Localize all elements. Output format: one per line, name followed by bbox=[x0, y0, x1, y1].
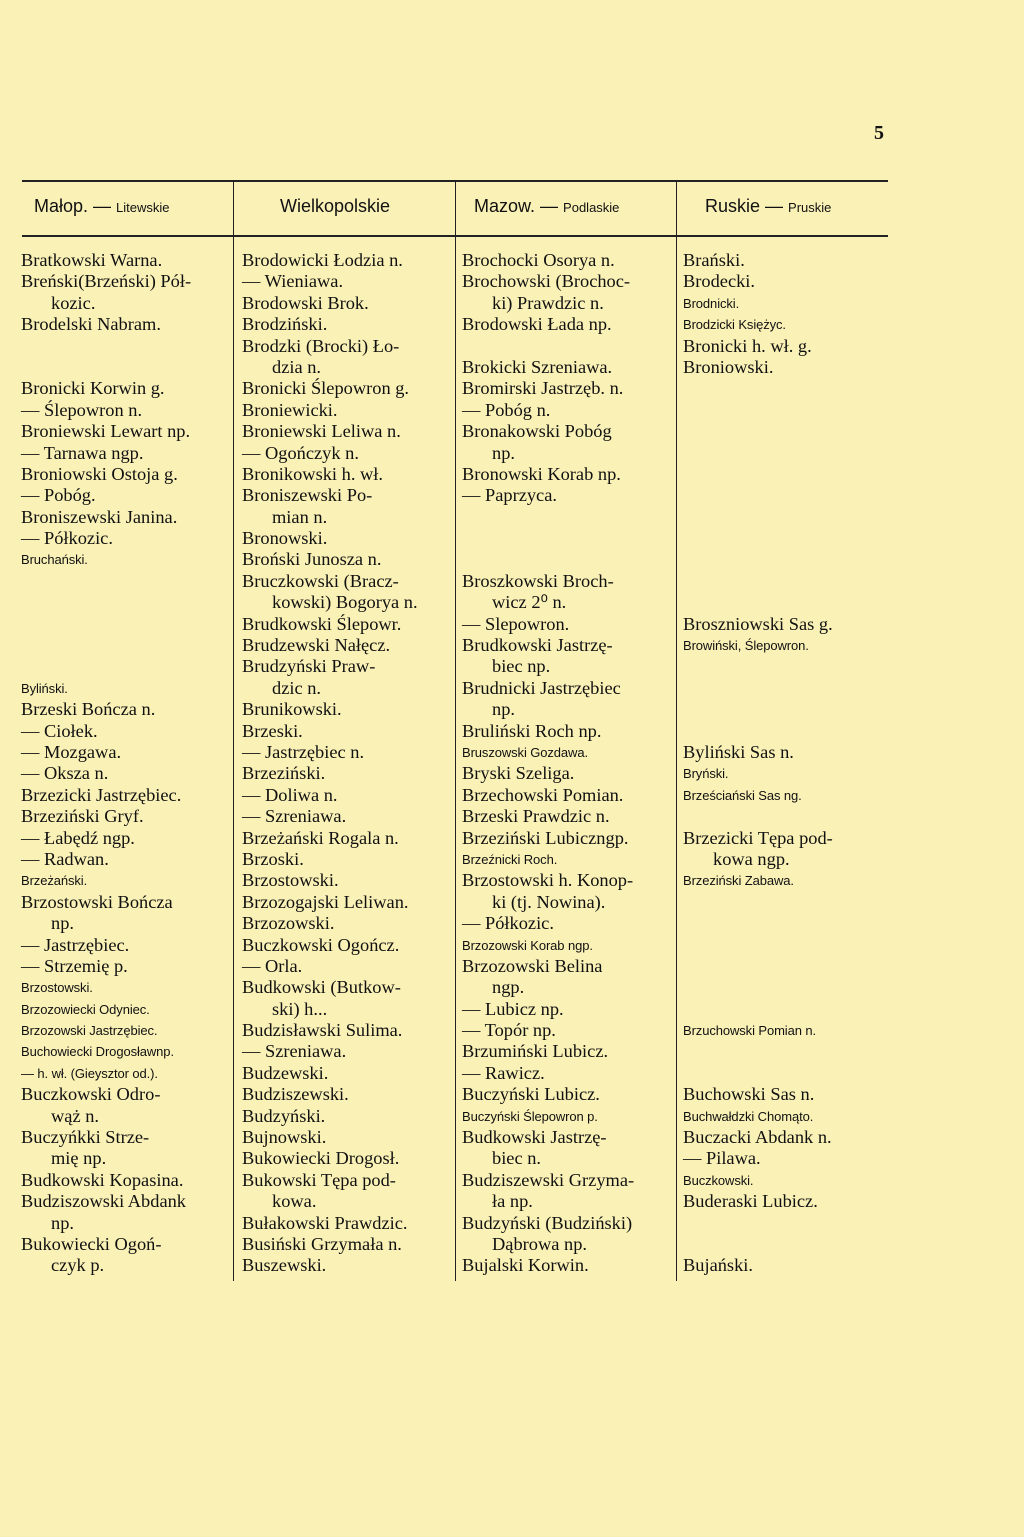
entry: — Slepowron. bbox=[462, 613, 570, 634]
entry: Brodnicki. bbox=[683, 295, 740, 311]
entry: Budziszewski Grzyma- bbox=[462, 1169, 635, 1190]
entry: np. bbox=[51, 913, 74, 934]
entry: ski) h... bbox=[272, 998, 328, 1019]
entry: Brzeziński Zabawa. bbox=[683, 873, 794, 889]
entry: Brzeżański Rogala n. bbox=[242, 827, 399, 848]
entry: Buczkowski. bbox=[683, 1172, 754, 1188]
entry: ki (tj. Nowina). bbox=[492, 891, 606, 912]
entry: ła np. bbox=[492, 1191, 533, 1212]
column-header-mazow: Mazow. — Podlaskie bbox=[474, 196, 620, 216]
entry: kowa. bbox=[272, 1191, 317, 1212]
entry: Brudzewski Nałęcz. bbox=[242, 635, 391, 656]
entry: np. bbox=[492, 442, 515, 463]
entry: — Pilawa. bbox=[683, 1148, 761, 1169]
entry: Budziszowski Abdank bbox=[21, 1191, 186, 1212]
column-header-main: Mazow. bbox=[474, 196, 536, 216]
entry: Broniowski. bbox=[683, 356, 774, 377]
entry: Brzeski Bończa n. bbox=[21, 699, 156, 720]
entry: Broniewicki. bbox=[242, 399, 338, 420]
entry: Bruszowski Gozdawa. bbox=[462, 744, 588, 760]
entry: — Strzemię p. bbox=[21, 955, 128, 976]
entry: Budzyński (Budziński) bbox=[462, 1212, 633, 1233]
column-divider-1 bbox=[233, 181, 234, 1281]
entry: Budkowski Kopasina. bbox=[21, 1169, 184, 1190]
entry: Brodowicki Łodzia n. bbox=[242, 250, 403, 270]
entry: — Lubicz np. bbox=[462, 998, 564, 1019]
entry: Bronicki Korwin g. bbox=[21, 378, 165, 399]
entry: Bronicki Ślepowron g. bbox=[242, 378, 410, 399]
entry-gap bbox=[21, 357, 231, 378]
entry-gap bbox=[21, 592, 231, 613]
entry: Brzechowski Pomian. bbox=[462, 784, 624, 805]
entry-gap bbox=[683, 656, 887, 677]
entry: Buczkowski Ogończ. bbox=[242, 934, 400, 955]
column-header-sub: Litewskie bbox=[116, 200, 170, 215]
entry: Bronowski Korab np. bbox=[462, 463, 621, 484]
entry: Buczyńkki Strze- bbox=[21, 1127, 150, 1148]
entry: Bułakowski Prawdzic. bbox=[242, 1212, 408, 1233]
entry: Broniowski Ostoja g. bbox=[21, 463, 178, 484]
entry-gap bbox=[683, 528, 887, 549]
entry: wicz 2⁰ n. bbox=[492, 592, 567, 613]
entry: Buderaski Lubicz. bbox=[683, 1191, 818, 1212]
entry: Brudkowski Jastrzę- bbox=[462, 635, 613, 656]
column-malop bbox=[21, 250, 231, 1277]
entry: — Jastrzębiec. bbox=[21, 934, 130, 955]
entry: Brzoski. bbox=[242, 848, 304, 869]
entry: — Szreniawa. bbox=[242, 806, 347, 827]
entry: kozic. bbox=[51, 292, 96, 313]
column-ruskie bbox=[683, 250, 887, 1277]
entry-gap bbox=[462, 507, 674, 528]
entry: Brzeski. bbox=[242, 720, 303, 741]
entry: — Półkozic. bbox=[21, 528, 113, 549]
entry-gap bbox=[683, 935, 887, 956]
entry: Byliński Sas n. bbox=[683, 741, 794, 762]
entry-gap bbox=[462, 549, 674, 570]
entry: Brzezicki Jastrzębiec. bbox=[21, 784, 182, 805]
entry: Buchowiecki Drogosławnp. bbox=[21, 1044, 174, 1060]
entry: wąż n. bbox=[51, 1105, 99, 1126]
entry: biec n. bbox=[492, 1148, 542, 1169]
entry-gap bbox=[462, 528, 674, 549]
entry: Brzeziński Lubiczngp. bbox=[462, 827, 629, 848]
entry: — Jastrzębiec n. bbox=[242, 741, 365, 762]
entry-gap bbox=[683, 1063, 887, 1084]
entry: np. bbox=[492, 699, 515, 720]
entry: Brochocki Osorya n. bbox=[462, 250, 615, 270]
entry: Browiński, Ślepowron. bbox=[683, 638, 809, 654]
entry: Brzuchowski Pomian n. bbox=[683, 1023, 817, 1039]
page-number: 5 bbox=[874, 122, 884, 144]
entry: biec np. bbox=[492, 656, 551, 677]
entry: Byliński. bbox=[21, 680, 68, 696]
entry: Buczacki Abdank n. bbox=[683, 1127, 832, 1148]
entry: Buszewski. bbox=[242, 1255, 327, 1276]
entry: — Pobóg n. bbox=[462, 399, 551, 420]
entry: — Topór np. bbox=[462, 1020, 556, 1041]
entry: Buczyński Ślepowron p. bbox=[462, 1108, 598, 1124]
entry: Buchwałdzki Chomąto. bbox=[683, 1108, 814, 1124]
entry: Brzostowski Bończa bbox=[21, 891, 173, 912]
column-header-main: Małop. bbox=[34, 196, 89, 216]
entry: ngp. bbox=[492, 977, 525, 998]
entry: — Ciołek. bbox=[21, 720, 98, 741]
entry: Budkowski Jastrzę- bbox=[462, 1127, 607, 1148]
entry: — Radwan. bbox=[21, 848, 109, 869]
entry-gap bbox=[683, 1234, 887, 1255]
entry: Brunikowski. bbox=[242, 699, 342, 720]
entry: Brześciański Sas ng. bbox=[683, 787, 802, 803]
entry: Bronakowski Pobóg bbox=[462, 421, 612, 442]
entry-gap bbox=[462, 336, 674, 357]
entry: Budzisławski Sulima. bbox=[242, 1020, 403, 1041]
entry: kowa ngp. bbox=[713, 848, 790, 869]
column-header-sub: Podlaskie bbox=[563, 200, 620, 215]
entry: np. bbox=[51, 1212, 74, 1233]
entry: — Ogończyk n. bbox=[242, 442, 359, 463]
entry: czyk p. bbox=[51, 1255, 105, 1276]
entry-gap bbox=[21, 336, 231, 357]
entry-gap bbox=[683, 892, 887, 913]
entry: Brodziński. bbox=[242, 314, 328, 335]
entry: Brodowski Łada np. bbox=[462, 314, 612, 335]
entry: Brodzki (Brocki) Ło- bbox=[242, 335, 400, 356]
column-divider-3 bbox=[676, 181, 677, 1281]
entry: Bujalski Korwin. bbox=[462, 1255, 589, 1276]
entry: dzic n. bbox=[272, 677, 322, 698]
column-header-main: Wielkopolskie bbox=[280, 196, 391, 216]
entry: Breński(Brzeński) Pół- bbox=[21, 271, 192, 292]
entry: — Ślepowron n. bbox=[21, 399, 143, 420]
entry: Brzezicki Tępa pod- bbox=[683, 827, 833, 848]
entry-gap bbox=[683, 592, 887, 613]
entry-gap bbox=[683, 1041, 887, 1062]
entry: — Oksza n. bbox=[21, 763, 109, 784]
entry: Brzozogajski Leliwan. bbox=[242, 891, 409, 912]
entry-gap bbox=[683, 421, 887, 442]
entry-gap bbox=[683, 806, 887, 827]
entry-gap bbox=[683, 913, 887, 934]
column-mazow bbox=[462, 250, 674, 1277]
entry-gap bbox=[21, 614, 231, 635]
entry: Brodowski Brok. bbox=[242, 292, 369, 313]
column-header-main: Ruskie bbox=[705, 196, 761, 216]
entry-gap bbox=[683, 507, 887, 528]
entry: Brzozowski Korab ngp. bbox=[462, 937, 593, 953]
entry: Bukowiecki Drogosł. bbox=[242, 1148, 400, 1169]
entry: Broszniowski Sas g. bbox=[683, 613, 833, 634]
entry-gap bbox=[683, 678, 887, 699]
entry: — Paprzyca. bbox=[462, 485, 557, 506]
entry: Brzeski Prawdzic n. bbox=[462, 806, 610, 827]
entry: Broński Junosza n. bbox=[242, 549, 382, 570]
entry-gap bbox=[683, 699, 887, 720]
entry: Brzeżański. bbox=[21, 873, 88, 889]
entry: Bruczkowski (Bracz- bbox=[242, 570, 399, 591]
entry: Brzozowski Belina bbox=[462, 955, 603, 976]
entry: Brzostowski. bbox=[242, 870, 339, 891]
entry: — h. wł. (Gieysztor od.). bbox=[21, 1065, 158, 1081]
entry: Brudnicki Jastrzębiec bbox=[462, 677, 621, 698]
entry: — Półkozic. bbox=[462, 913, 554, 934]
entry: Dąbrowa np. bbox=[492, 1233, 587, 1254]
entry: Brochowski (Brochoc- bbox=[462, 271, 631, 292]
entry: Brokicki Szreniawa. bbox=[462, 356, 613, 377]
entry: Budziszewski. bbox=[242, 1084, 349, 1105]
entry: Bukowski Tępa pod- bbox=[242, 1169, 396, 1190]
entry-gap bbox=[683, 464, 887, 485]
entry: Buczyński Lubicz. bbox=[462, 1084, 600, 1105]
entry: Broszkowski Broch- bbox=[462, 570, 614, 591]
entry: — Pobóg. bbox=[21, 485, 96, 506]
entry: Broniewski Leliwa n. bbox=[242, 421, 401, 442]
entry-gap bbox=[683, 378, 887, 399]
entry: Buchowski Sas n. bbox=[683, 1084, 815, 1105]
entry: Brodecki. bbox=[683, 271, 756, 292]
entry: Bujański. bbox=[683, 1255, 753, 1276]
entry: — Doliwa n. bbox=[242, 784, 338, 805]
entry-gap bbox=[21, 635, 231, 656]
entry: dzia n. bbox=[272, 356, 322, 377]
entry: Broniszewski Po- bbox=[242, 485, 373, 506]
entry: Budzyński. bbox=[242, 1105, 326, 1126]
entry: — Mozgawa. bbox=[21, 741, 122, 762]
entry: Broniszewski Janina. bbox=[21, 506, 178, 527]
column-header-sub: Pruskie bbox=[788, 200, 832, 215]
entry: Bruliński Roch np. bbox=[462, 720, 602, 741]
entry: Brzostowski. bbox=[21, 980, 93, 996]
entry: Bujnowski. bbox=[242, 1127, 327, 1148]
entry: Brudzyński Praw- bbox=[242, 656, 376, 677]
entry: Brodzicki Księżyc. bbox=[683, 317, 786, 333]
entry: Brzeźnicki Roch. bbox=[462, 851, 558, 867]
entry: — Wieniawa. bbox=[242, 271, 344, 292]
entry: Bryński. bbox=[683, 766, 729, 782]
entry: Brzeziński Gryf. bbox=[21, 806, 144, 827]
entry: Bronowski. bbox=[242, 528, 328, 549]
entry: Bukowiecki Ogoń- bbox=[21, 1233, 162, 1254]
entry: kowski) Bogorya n. bbox=[272, 592, 418, 613]
entry: — Łabędź ngp. bbox=[21, 827, 135, 848]
entry-gap bbox=[21, 571, 231, 592]
entry: — Tarnawa ngp. bbox=[21, 442, 144, 463]
entry: Brzostowski h. Konop- bbox=[462, 870, 634, 891]
entry-gap bbox=[683, 999, 887, 1020]
column-wielkopolskie bbox=[242, 250, 452, 1277]
entry-gap bbox=[683, 721, 887, 742]
column-divider-2 bbox=[455, 181, 456, 1281]
entry-gap bbox=[683, 1213, 887, 1234]
entry: Buczkowski Odro- bbox=[21, 1084, 161, 1105]
column-header-wielkopolskie bbox=[280, 196, 390, 217]
entry: Bronikowski h. wł. bbox=[242, 463, 384, 484]
entry: Brzozowski. bbox=[242, 913, 335, 934]
entry: Brański. bbox=[683, 250, 745, 270]
entry-gap bbox=[683, 443, 887, 464]
entry: — Szreniawa. bbox=[242, 1041, 347, 1062]
entry: Bryski Szeliga. bbox=[462, 763, 575, 784]
entry-gap bbox=[683, 549, 887, 570]
entry: mię np. bbox=[51, 1148, 107, 1169]
entry: mian n. bbox=[272, 506, 328, 527]
entry: Busiński Grzymała n. bbox=[242, 1233, 402, 1254]
column-header-ruskie: Ruskie — Pruskie bbox=[705, 196, 832, 216]
entry: — Orla. bbox=[242, 955, 303, 976]
entry: Brzozowiecki Odyniec. bbox=[21, 1001, 150, 1017]
entry: Brudkowski Ślepowr. bbox=[242, 613, 402, 634]
column-header-malop: Małop. — Litewskie bbox=[34, 196, 170, 216]
entry: Budzewski. bbox=[242, 1062, 329, 1083]
entry: Bromirski Jastrzęb. n. bbox=[462, 378, 624, 399]
entry-gap bbox=[683, 485, 887, 506]
entry: Bronicki h. wł. g. bbox=[683, 335, 812, 356]
entry-gap bbox=[683, 571, 887, 592]
entry-gap bbox=[21, 656, 231, 677]
entry: Broniewski Lewart np. bbox=[21, 421, 191, 442]
entry: Brzeziński. bbox=[242, 763, 326, 784]
entry-gap bbox=[683, 400, 887, 421]
entry: Budkowski (Butkow- bbox=[242, 977, 401, 998]
entry-gap bbox=[683, 956, 887, 977]
entry: Bruchański. bbox=[21, 552, 88, 568]
entry: Brodelski Nabram. bbox=[21, 314, 161, 335]
entry: ki) Prawdzic n. bbox=[492, 292, 604, 313]
entry: Bratkowski Warna. bbox=[21, 250, 163, 270]
entry: Brzozowski Jastrzębiec. bbox=[21, 1023, 158, 1039]
entry-gap bbox=[683, 977, 887, 998]
entry: Brzumiński Lubicz. bbox=[462, 1041, 609, 1062]
entry: — Rawicz. bbox=[462, 1062, 545, 1083]
